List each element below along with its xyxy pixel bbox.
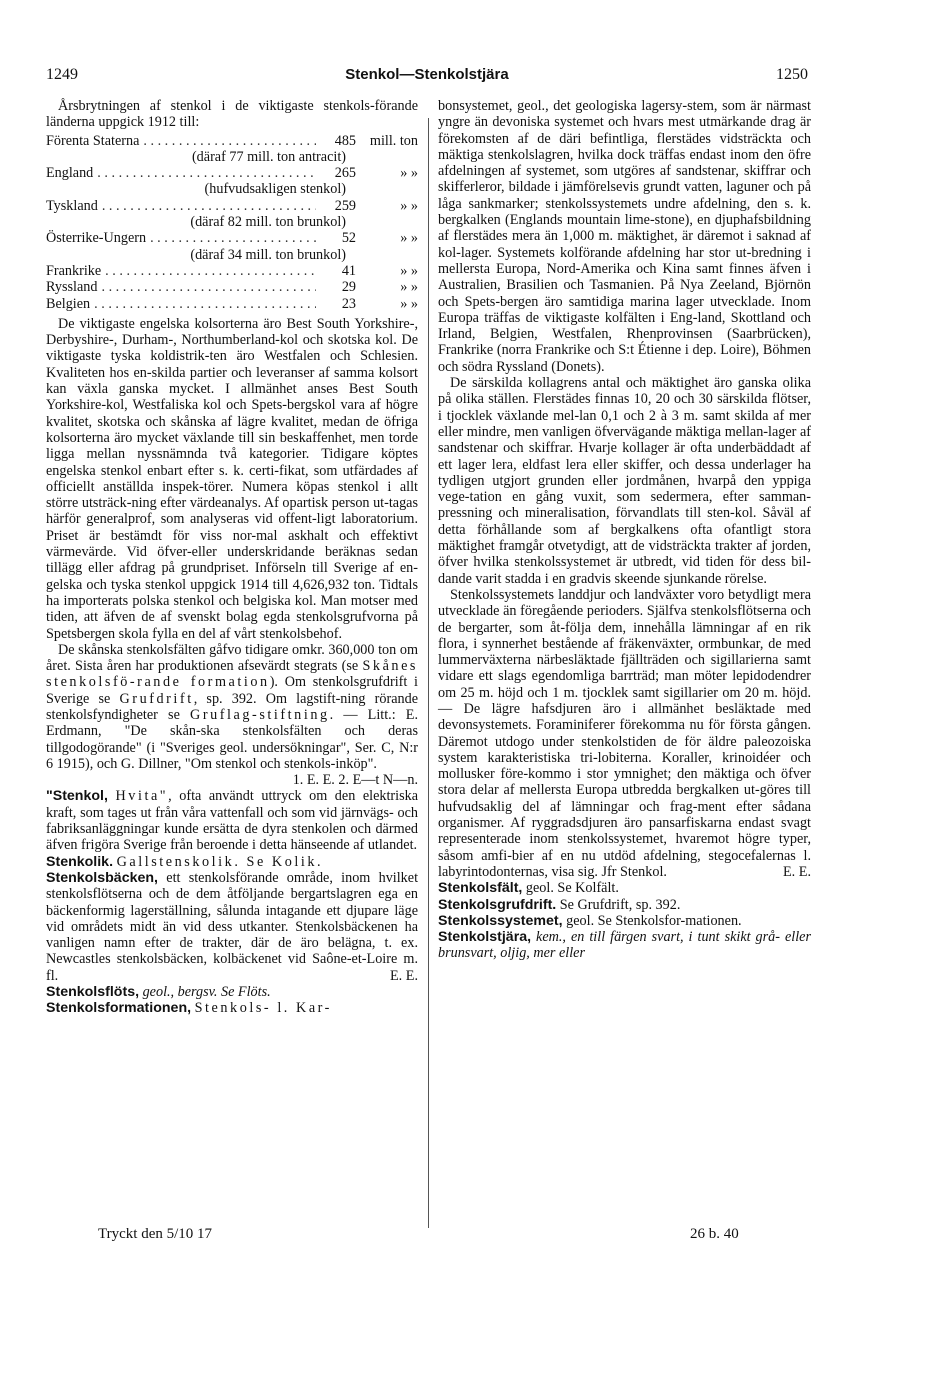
leader-dots [105, 263, 316, 279]
leader-dots [102, 198, 316, 214]
table-note: (däraf 82 mill. ton brunkol) [190, 214, 346, 231]
entry-stenkolsformationen: Stenkolsformationen, Stenkols- l. Kar- [46, 1000, 332, 1017]
country-name: Österrike-Ungern [46, 230, 147, 247]
signature-mark: 26 b. 40 [690, 1226, 739, 1242]
paragraph-landdjur: Stenkolssystemets landdjur och landväxter voro betydligt mera utvecklade än föregående perioders. Själfva stenkolsflötserna och de bergarter, som åt-följa dem, innehålla lämningar af en rik flora, i synnerhet bestående af fräkenväxter, ormbunkar, de med lummerväxterna närbesläktade fjällträden och sigillarierna samt vidare ett slags egendomliga barrträd; man möter lepidodendrer om 25 m. höjd och 1 m. tjocklek samt sigillarier om 20 m. höjd. — De lägre hafsdjuren äro i allmänhet besläktade med devonsystemets. Foraminiferer förekomma nu för första gången. Däremot utdogo under stenkolstiden de för äldre paleozoiska system karakteristiska tri-lobiterna. Koraller, krinoidéer och mollusker före-kommo i stor ymnighet; den mäktiga och öfver stora delar af mellersta Europa utbredda bergkalken ut-göres till hufvudsaklig del af lämningar och frag-ment efter sådana organismer. Af ryggradsdjuren äro pansarfiskarna endast svagt representerade inom stenkolssystemet, hvaremot högre typer, såsom amfi-bier af en nu utdöd afdelning, stegocefalernas l. labyrintodonternas, visa sig. Jfr Stenkol. E. E. [438, 586, 811, 880]
print-date: Tryckt den 5/10 17 [98, 1226, 213, 1242]
production-value: 52 [341, 230, 356, 247]
table-note: (däraf 34 mill. ton brunkol) [190, 246, 346, 263]
running-title: Stenkol—Stenkolstjära [345, 66, 509, 83]
page-header [46, 66, 808, 88]
leader-dots [97, 165, 316, 181]
entry-stenkolssystemet: Stenkolssystemet, geol. Se Stenkolsfor-mationen. [438, 912, 742, 929]
production-unit: » » [400, 295, 418, 312]
page-number-left: 1249 [46, 66, 78, 83]
entry-stenkolik: Stenkolik. Gallstenskolik. Se Kolik. [46, 853, 324, 870]
ref-skanes-formation: Skånes stenkolsfö-rande formation [46, 658, 418, 691]
production-unit: » » [400, 262, 418, 279]
production-value: 29 [341, 279, 356, 296]
entry-hvita-stenkol: "Stenkol, Hvita", ofta användt uttryck om den elektriska kraft, som tages ut från våra vattenfall och som vid järnvägs- och fabriksanläggningar kunde ersätta de dyra stenkolen och därmed äfven frigöra Sverige från beroende i detta hänseende af utlandet. [46, 788, 419, 854]
paragraph-kolsorter: De viktigaste engelska kolsorterna äro Best South Yorkshire-, Derbyshire-, Durham-, Northumberland-kol och skotska kol. De viktigaste tyska koldistrik-ten äro Westfalen och Schlesien. Kvaliteten hos en-skilda partier och leveranser af samma kolsort kan växla ganska mycket. I allmänhet anses Best South Yorkshire-kol, Westfaliska kol och Spets-bergskol vara af högre kvalitet, skotska och skånska af lägre kvalitet, medan de öfriga kolsorterna äro mycket växlande till sin beskaffenhet, men torde ligga mellan nyssnämnda två kategorier. Tidigare köptes engelska stenkol enbart efter s. k. certi-fikat, som utfärdades af officiellt anställda inspek-törer. Numera köpas stenkol i allt större utsträck-ning efter värdeanalys. Af opartisk person ut-tagas härför generalprof, som analyseras vid offent-ligt laboratorium. Priset är bestämdt för viss nor-mal askhalt och effektivt värmevärde. Vid öfver-eller underskridande beräknas sedan tillägg eller afdrag på grundpriset. Införseln till Sverige af en-gelska och tyska stenkol uppgick 1914 till 4,626,932 ton. Tidtals ha importerats polska stenkol och belgiska kol. Man motser med tiden, att äfven de af svenskt bolag egda stenkolsgrufvorna på Spetsbergen skola fylla en del af vårt stenkolsbehof. [46, 315, 418, 642]
left-column [46, 98, 418, 1017]
page-number-right: 1250 [776, 66, 808, 83]
paragraph-karbonsystemet: bonsystemet, geol., det geologiska lagersy-stem, som är närmast yngre än devoniska systemet och hvars mest utmärkande drag är förekomsten af de däri befintliga, flerstädes vidsträckta och mäktiga stenkolslagren, hvilka dock träffas endast inom den öfre afdelningen af systemet, som utgöres af sandstenar, skiffrar och skifferleror, bildade i jämförelsevis grundt vatten, laguner och på låga sankmarker; stenkolssystemets undre afdelning, den s. k. bergkalken (Englands mountain lime-stone), en djuphafsbildning af flerstädes mera än 1,000 m. mäktighet, är däremot i saknad af kol-lager. Systemets kolförande afdelning har stor ut-bredning i mellersta Europa, Nord-Amerika och Kina samt finnes äfven i Australien, Brasilien och Tasmanien. På Nya Zeeland, Björnön och Spets-bergen äro samtidiga marina lager utvecklade. Inom Europa träffas de viktigaste kolfälten i Eng-land, Skottland och Irland, Belgien, Westfalen, Rhenprovinsen (Saarbrücken), Frankrike (norra Frankrike och S:t Étienne i dep. Loire), Böhmen och södra Ryssland (Donets). [438, 98, 811, 375]
production-unit: mill. ton [369, 132, 418, 149]
country-name: Belgien [46, 295, 91, 312]
table-row [46, 263, 418, 279]
production-value: 41 [341, 262, 356, 279]
ref-grufdrift: Grufdrift [119, 690, 194, 707]
leader-dots [94, 296, 316, 312]
production-unit: » » [400, 197, 418, 214]
country-name: Tyskland [46, 197, 98, 214]
country-name: Frankrike [46, 262, 102, 279]
production-table [46, 133, 418, 312]
table-row [46, 133, 418, 149]
table-row [46, 198, 418, 214]
entry-stenkolstjara: Stenkolstjära, kem., en till färgen svart, i tunt skikt grå- eller brunsvart, oljig, mer eller [438, 929, 811, 962]
table-row [46, 230, 418, 246]
production-unit: » » [400, 279, 418, 296]
signature: E. E. [783, 863, 811, 880]
intro-paragraph: Årsbrytningen af stenkol i de viktigaste stenkols-förande länderna uppgick 1912 till: [46, 98, 418, 131]
leader-dots [143, 133, 316, 149]
right-column [438, 98, 811, 962]
column-divider [428, 118, 429, 1228]
production-value: 265 [334, 165, 356, 182]
entry-stenkolsflots: Stenkolsflöts, geol., bergsv. Se Flöts. [46, 984, 271, 1001]
country-name: Ryssland [46, 279, 98, 296]
ref-gruflagstiftning: Gruflag-stiftning [190, 706, 330, 723]
country-name: Förenta Staterna [46, 132, 140, 149]
signature: E. E. [390, 967, 418, 984]
table-row [46, 296, 418, 312]
leader-dots [150, 230, 316, 246]
signature: 1. E. E. 2. E—t N—n. [292, 772, 418, 789]
table-row [46, 165, 418, 181]
table-note: (hufvudsakligen stenkol) [204, 181, 346, 198]
table-note: (däraf 77 mill. ton antracit) [191, 148, 346, 165]
paragraph-skanska: De skånska stenkolsfälten gåfvo tidigare omkr. 360,000 ton om året. Sista åren har produktionen afsevärdt stegrats (se Skånes stenkolsfö-rande formation). Om stenkolsgrufdrift i Sverige se Grufdrift, sp. 392. Om lagstift-ning rörande stenkolsfyndigheter se Gruflag-stiftning. — Litt.: E. Erdmann, "De skån-ska stenkolsfälten och deras tillgodogörande" (i "Sveriges geol. undersökningar", Ser. C, N:r 6 1915), och G. Dillner, "Om stenkol och stenkols-inköp". 1. E. E. 2. E—t N—n. [46, 641, 419, 789]
production-unit: » » [400, 165, 418, 182]
paragraph-kollagren: De särskilda kollagrens antal och mäktighet äro ganska olika på olika ställen. Flerstädes finnas 10, 20 och 30 särskilda flötser, i tjocklek växlande mel-lan 0,1 och 2 à 3 m. samt skilda af mer eller mindre, men vanligen öfvervägande mäktiga mellan-lager af sandstenar och skiffrar. Hvarje kollager är ofta underbäddadt af ett lager lera, eldfast lera eller skiffer, och dessa underlager ha tydligen utgjort grunden eller jordmånen, hvarpå den yppiga vege-tation en gång vuxit, som sedermera, efter samman-pressning och mineralisation, förvandlats till sten-kol. Såväl af detta förhållande som af bergkalkens ofta ofantligt stora mäktighet framgår otvetydigt, att de vidsträckta trakter af jorden, öfver hvilka stenkolssystemet är utbredt, vid tiden för dess bil-dande varit stadda i en gradvis skeende sjunkande rörelse. [438, 375, 811, 587]
production-value: 259 [334, 197, 356, 214]
country-name: England [46, 165, 94, 182]
leader-dots [101, 279, 316, 295]
entry-stenkolsgrufdrift: Stenkolsgrufdrift. Se Grufdrift, sp. 392. [438, 896, 681, 913]
production-value: 23 [341, 295, 356, 312]
production-value: 485 [334, 132, 356, 149]
table-row [46, 279, 418, 295]
entry-stenkolsbacken: Stenkolsbäcken, ett stenkolsförande område, inom hvilket stenkolsflötserna och de dem åtföljande bergartslagren ega en bäckenformig lagerställning, sålunda intagande ett djupare läge vid områdets midt än vid dess utkanter. Stenkolsbäckenen ha vanligen namn efter de trakter, där de äro belägna, t. ex. Newcastles stenkolsbäcken, kolbäckenet vid Saône-et-Loire m. fl. E. E. [46, 869, 419, 984]
entry-stenkolsfalt: Stenkolsfält, geol. Se Kolfält. [438, 880, 619, 897]
production-unit: » » [400, 230, 418, 247]
